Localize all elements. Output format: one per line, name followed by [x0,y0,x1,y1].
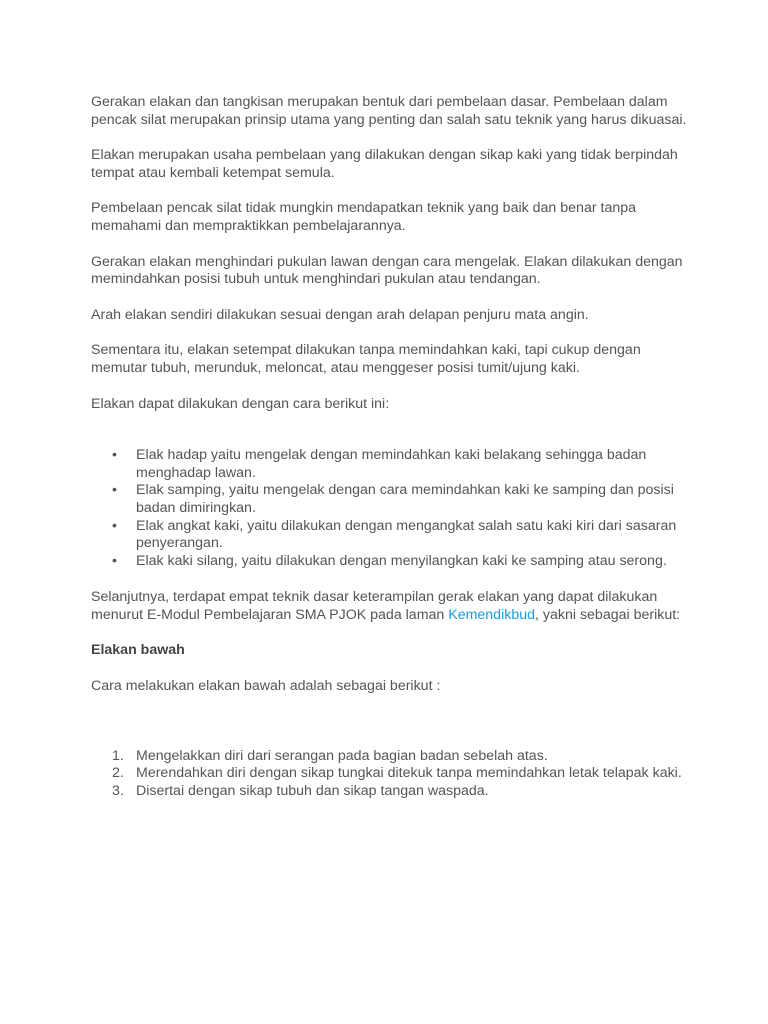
paragraph-pembelaan: Pembelaan pencak silat tidak mungkin mendapatkan teknik yang baik dan benar tanpa memahami dan mempraktikkan pembelajarannya. [91,200,636,234]
list-item-text: Mengelakkan diri dari serangan pada bagian badan sebelah atas. [136,747,548,764]
step-number: 1. [112,747,124,764]
paragraph-elakan-setempat: Sementara itu, elakan setempat dilakukan tanpa memindahkan kaki, tapi cukup dengan memutar tubuh, merunduk, meloncat, atau menggeser posisi tumit/ujung kaki. [91,342,641,376]
paragraph-followup [91,589,691,624]
bullet-icon: • [112,552,117,569]
blank-spacer [91,696,691,748]
followup-text-end: , yakni sebagai berikut: [535,606,681,623]
elak-types-list [91,447,691,570]
paragraph-gerakan-elakan: Gerakan elakan menghindari pukulan lawan dengan cara mengelak. Elakan dilakukan dengan memindahkan posisi tubuh untuk menghindari pukulan atau tendangan. [91,253,683,288]
list-item [112,782,691,801]
list-item-text: Merendahkan diri dengan sikap tungkai ditekuk tanpa memindahkan letak telapak kaki. [136,765,682,782]
step-number: 3. [112,782,124,799]
list-item [112,552,691,571]
steps-intro: Cara melakukan elakan bawah adalah sebagai berikut : [91,678,441,695]
document-body [91,94,691,800]
paragraph-elakan-definition: Elakan merupakan usaha pembelaan yang dilakukan dengan sikap kaki yang tidak berpindah tempat atau kembali ketempat semula. [91,147,678,181]
list-item-text: Elak angkat kaki, yaitu dilakukan dengan mengangkat salah satu kaki kiri dari sasaran penyerangan. [136,517,677,552]
list-item-text: Disertai dengan sikap tubuh dan sikap tangan waspada. [136,782,489,799]
list-item-text: Elak kaki silang, yaitu dilakukan dengan menyilangkan kaki ke samping atau serong. [136,552,667,569]
list-item-text: Elak hadap yaitu mengelak dengan memindahkan kaki belakang sehingga badan menghadap lawan. [136,447,647,481]
section-heading: Elakan bawah [91,642,185,659]
list-item-text: Elak samping, yaitu mengelak dengan cara memindahkan kaki ke samping dan posisi badan dimiringkan. [136,482,674,516]
list-item [112,517,691,553]
elakan-bawah-steps [91,748,691,801]
bullet-icon: • [112,482,117,499]
bullet-icon: • [112,447,117,464]
list-item [112,765,691,783]
paragraph-list-intro: Elakan dapat dilakukan dengan cara berikut ini: [91,395,390,412]
step-number: 2. [112,765,124,782]
bullet-icon: • [112,517,117,534]
kemendikbud-link[interactable]: Kemendikbud [448,606,535,623]
paragraph-arah-elakan: Arah elakan sendiri dilakukan sesuai dengan arah delapan penjuru mata angin. [91,306,589,323]
blank-spacer [91,413,691,447]
followup-text: Selanjutnya, terdapat empat teknik dasar keterampilan gerak elakan yang dapat dilakukan menurut E-Modul Pembelajaran SMA PJOK pada laman [91,589,658,623]
list-item [112,747,691,766]
paragraph-intro: Gerakan elakan dan tangkisan merupakan bentuk dari pembelaan dasar. Pembelaan dalam pencak silat merupakan prinsip utama yang penting dan salah satu teknik yang harus dikuasai. [91,94,687,128]
list-item [112,447,691,482]
list-item [112,482,691,517]
